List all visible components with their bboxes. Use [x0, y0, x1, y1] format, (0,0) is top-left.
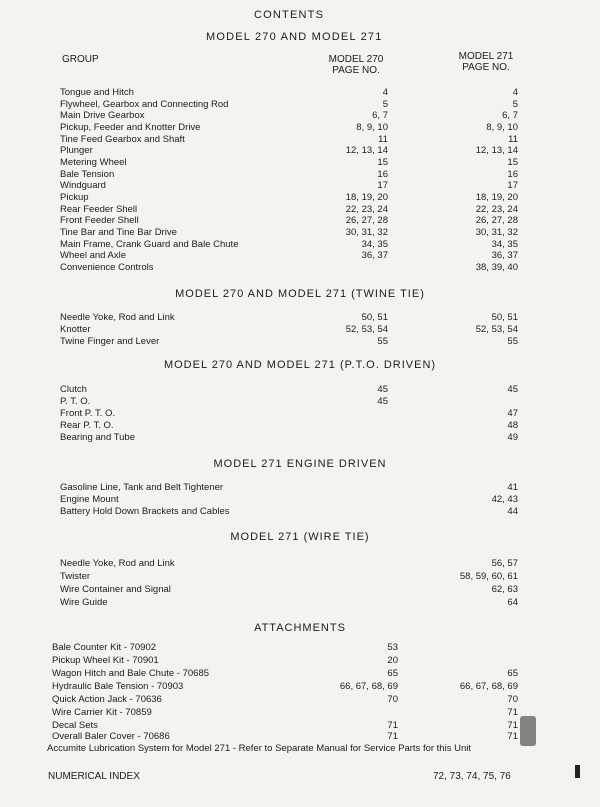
group-name: Gasoline Line, Tank and Belt Tightener [60, 482, 224, 493]
group-name: Knotter [60, 324, 91, 335]
group-name: Bale Counter Kit - 70902 [52, 642, 157, 653]
model-271-page: 36, 37 [491, 250, 518, 261]
group-name: Tine Bar and Tine Bar Drive [60, 227, 177, 238]
model-271-page: 66, 67, 68, 69 [459, 681, 518, 692]
model-270-page: 20 [387, 655, 398, 666]
list-item [0, 384, 600, 396]
model-271-page: 44 [507, 506, 518, 517]
list-item [0, 215, 600, 227]
group-name: Decal Sets [52, 720, 98, 731]
model-271-page: 34, 35 [491, 239, 518, 250]
group-name: Windguard [60, 180, 106, 191]
model-271-page: 50, 51 [491, 312, 518, 323]
model-270-page: 15 [377, 157, 388, 168]
group-name: Tongue and Hitch [60, 87, 134, 98]
model-271-page: 71 [507, 707, 518, 718]
model-271-page: 62, 63 [491, 584, 518, 595]
group-column-header: GROUP [62, 54, 99, 65]
model-271-page: 58, 59, 60, 61 [459, 571, 518, 582]
group-name: Front P. T. O. [60, 408, 116, 419]
ink-blot [520, 716, 536, 746]
model-271-page: 4 [512, 87, 518, 98]
model-270-page: 70 [387, 694, 398, 705]
model-271-page: 11 [508, 134, 518, 145]
model-270-page: 52, 53, 54 [345, 324, 388, 335]
model-271-page: 45 [507, 384, 518, 395]
model-270-page: 30, 31, 32 [345, 227, 388, 238]
list-item [0, 324, 600, 336]
group-name: Flywheel, Gearbox and Connecting Rod [60, 99, 229, 110]
model-270-page: 8, 9, 10 [356, 122, 388, 133]
model-270-page: 53 [387, 642, 398, 653]
page-title: CONTENTS [254, 9, 325, 21]
section-title-engine-driven: MODEL 271 ENGINE DRIVEN [213, 458, 387, 470]
list-item [0, 571, 600, 583]
list-item [0, 584, 600, 596]
model-270-page: 4 [382, 87, 388, 98]
model-270-page: 50, 51 [361, 312, 388, 323]
group-name: Plunger [60, 145, 93, 156]
model-271-page: 12, 13, 14 [475, 145, 518, 156]
list-item [0, 336, 600, 348]
group-name: Convenience Controls [60, 262, 154, 273]
list-item [0, 122, 600, 134]
list-item [0, 110, 600, 122]
model-270-page: 71 [387, 731, 398, 742]
model-271-page: 56, 57 [491, 558, 518, 569]
group-name: Bearing and Tube [60, 432, 136, 443]
section-title-twine-tie: MODEL 270 AND MODEL 271 (TWINE TIE) [175, 288, 425, 300]
model-270-page: 71 [387, 720, 398, 731]
group-name: Front Feeder Shell [60, 215, 139, 226]
group-name: P. T. O. [60, 396, 91, 407]
list-item [0, 87, 600, 99]
group-name: Main Drive Gearbox [60, 110, 145, 121]
list-item [0, 681, 600, 693]
model-270-column-header [326, 54, 386, 76]
model-271-page: 6, 7 [502, 110, 518, 121]
model-270-page: 36, 37 [361, 250, 388, 261]
group-name: Rear Feeder Shell [60, 204, 138, 215]
lubrication-note: Accumite Lubrication System for Model 271 - Refer to Separate Manual for Service Parts for this Unit [47, 743, 471, 754]
model-270-page: 45 [377, 384, 388, 395]
model-270-page: 34, 35 [361, 239, 388, 250]
model-271-page: 8, 9, 10 [486, 122, 518, 133]
model-271-page: 15 [507, 157, 518, 168]
model-270-page: 16 [377, 169, 388, 180]
group-name: Rear P. T. O. [60, 420, 114, 431]
group-name: Tine Feed Gearbox and Shaft [60, 134, 185, 145]
list-item [0, 432, 600, 444]
model-270-header-line2: PAGE NO. [332, 65, 380, 76]
list-item [0, 262, 600, 274]
model-271-column-header [456, 51, 516, 73]
list-item [0, 250, 600, 262]
group-name: Quick Action Jack - 70636 [52, 694, 162, 705]
list-item [0, 408, 600, 420]
model-271-page: 64 [507, 597, 518, 608]
model-271-page: 71 [507, 720, 518, 731]
model-271-page: 47 [507, 408, 518, 419]
list-item [0, 558, 600, 570]
model-270-page: 6, 7 [372, 110, 388, 121]
group-name: Twine Finger and Lever [60, 336, 160, 347]
model-271-page: 18, 19, 20 [475, 192, 518, 203]
list-item [0, 642, 600, 654]
group-name: Clutch [60, 384, 87, 395]
list-item [0, 668, 600, 680]
list-item [0, 396, 600, 408]
list-item [0, 312, 600, 324]
list-item [0, 157, 600, 169]
model-270-page: 66, 67, 68, 69 [339, 681, 398, 692]
group-name: Wagon Hitch and Bale Chute - 70685 [52, 668, 210, 679]
page-subtitle: MODEL 270 AND MODEL 271 [206, 31, 383, 43]
group-name: Twister [60, 571, 91, 582]
group-name: Main Frame, Crank Guard and Bale Chute [60, 239, 239, 250]
list-item [0, 731, 600, 743]
model-271-page: 71 [507, 731, 518, 742]
model-270-page: 55 [377, 336, 388, 347]
scan-mark [575, 765, 580, 778]
model-271-page: 42, 43 [491, 494, 518, 505]
group-name: Bale Tension [60, 169, 115, 180]
list-item [0, 180, 600, 192]
model-271-header-line2: PAGE NO. [462, 62, 510, 73]
group-name: Wire Container and Signal [60, 584, 171, 595]
model-270-page: 65 [387, 668, 398, 679]
list-item [0, 694, 600, 706]
section-title-attachments: ATTACHMENTS [254, 622, 346, 634]
list-item [0, 192, 600, 204]
group-name: Pickup Wheel Kit - 70901 [52, 655, 159, 666]
model-271-page: 22, 23, 24 [475, 204, 518, 215]
numerical-index-label: NUMERICAL INDEX [48, 771, 140, 782]
list-item [0, 655, 600, 667]
model-270-page: 17 [377, 180, 388, 191]
model-270-page: 5 [382, 99, 388, 110]
group-name: Pickup [60, 192, 89, 203]
model-271-page: 5 [512, 99, 518, 110]
model-271-page: 49 [507, 432, 518, 443]
model-271-page: 41 [507, 482, 518, 493]
list-item [0, 506, 600, 518]
list-item [0, 145, 600, 157]
model-270-header-line1: MODEL 270 [328, 54, 384, 65]
model-271-page: 26, 27, 28 [475, 215, 518, 226]
model-270-page: 12, 13, 14 [345, 145, 388, 156]
group-name: Wire Carrier Kit - 70859 [52, 707, 152, 718]
model-271-page: 70 [507, 694, 518, 705]
list-item [0, 597, 600, 609]
model-270-page: 22, 23, 24 [345, 204, 388, 215]
section-title-pto-driven: MODEL 270 AND MODEL 271 (P.T.O. DRIVEN) [163, 359, 437, 371]
group-name: Metering Wheel [60, 157, 127, 168]
model-271-page: 48 [507, 420, 518, 431]
group-name: Hydraulic Bale Tension - 70903 [52, 681, 184, 692]
list-item [0, 420, 600, 432]
model-271-page: 55 [507, 336, 518, 347]
model-270-page: 11 [378, 134, 388, 145]
group-name: Battery Hold Down Brackets and Cables [60, 506, 230, 517]
model-270-page: 45 [377, 396, 388, 407]
model-270-page: 18, 19, 20 [345, 192, 388, 203]
group-name: Needle Yoke, Rod and Link [60, 558, 175, 569]
model-271-page: 52, 53, 54 [475, 324, 518, 335]
model-271-page: 65 [507, 668, 518, 679]
group-name: Pickup, Feeder and Knotter Drive [60, 122, 201, 133]
group-name: Wheel and Axle [60, 250, 127, 261]
model-271-page: 17 [507, 180, 518, 191]
group-name: Needle Yoke, Rod and Link [60, 312, 175, 323]
list-item [0, 482, 600, 494]
model-271-header-line1: MODEL 271 [458, 51, 514, 62]
model-271-page: 30, 31, 32 [475, 227, 518, 238]
group-name: Wire Guide [60, 597, 108, 608]
list-item [0, 494, 600, 506]
model-271-page: 16 [507, 169, 518, 180]
section-title-wire-tie: MODEL 271 (WIRE TIE) [230, 531, 370, 543]
list-item [0, 707, 600, 719]
group-name: Overall Baler Cover - 70686 [52, 731, 170, 742]
list-item [0, 227, 600, 239]
model-271-page: 38, 39, 40 [475, 262, 518, 273]
numerical-index-pages: 72, 73, 74, 75, 76 [433, 771, 511, 782]
model-270-page: 26, 27, 28 [345, 215, 388, 226]
group-name: Engine Mount [60, 494, 119, 505]
